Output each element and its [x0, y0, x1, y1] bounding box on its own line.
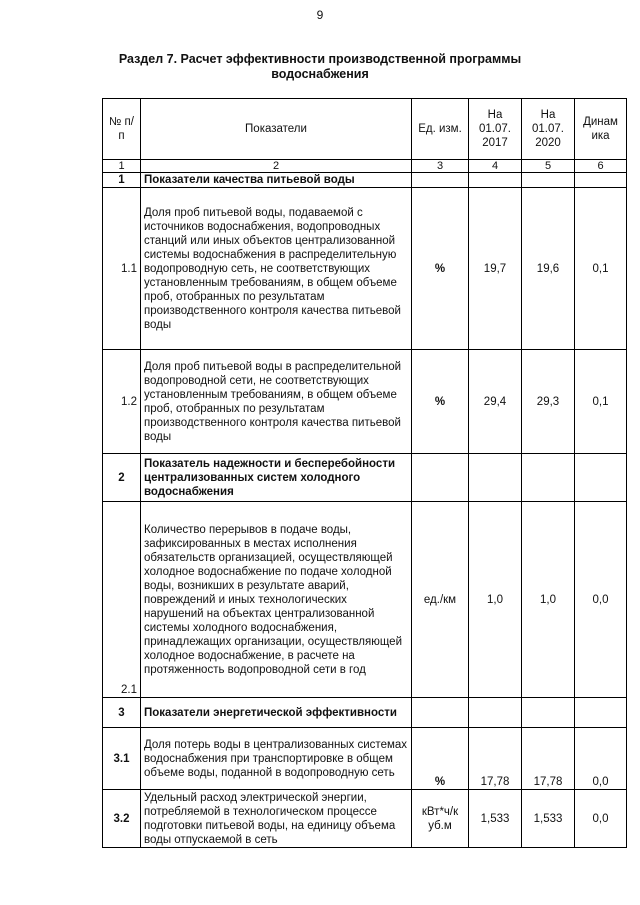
col-number: 2	[141, 160, 412, 173]
section-num: 1	[103, 173, 141, 188]
section-title: Показатель надежности и бесперебойности централизованных систем холодного водоснабжения	[141, 454, 412, 502]
row-2017: 19,7	[469, 188, 522, 350]
row-2020: 1,533	[522, 790, 575, 848]
col-number: 4	[469, 160, 522, 173]
column-numbers-row	[103, 160, 627, 173]
header-num: № п/п	[103, 99, 141, 160]
col-number: 5	[522, 160, 575, 173]
row-2020: 1,0	[522, 502, 575, 698]
row-indicator: Удельный расход электрической энергии, потребляемой в технологическом процессе подготовки питьевой воды, на единицу объема воды отпускаемой в сеть	[141, 790, 412, 848]
section-title	[100, 52, 540, 82]
title-line-2: водоснабжения	[271, 67, 369, 81]
row-dynamics: 0,0	[575, 502, 627, 698]
header-2020: На 01.07. 2020	[522, 99, 575, 160]
section-row	[103, 173, 627, 188]
row-indicator: Доля потерь воды в централизованных системах водоснабжения при транспортировке в общем объеме воды, поданной в водопроводную сеть	[141, 728, 412, 790]
row-2017: 17,78	[469, 728, 522, 790]
row-2020: 19,6	[522, 188, 575, 350]
section-num: 3	[103, 698, 141, 728]
row-unit: ед./км	[412, 502, 469, 698]
title-line-1: Раздел 7. Расчет эффективности производственной программы	[118, 52, 522, 66]
row-num: 3.2	[103, 790, 141, 848]
efficiency-table	[102, 98, 627, 848]
header-2017: На 01.07. 2017	[469, 99, 522, 160]
row-num: 3.1	[103, 728, 141, 790]
table-header-row	[103, 99, 627, 160]
row-unit: %	[412, 350, 469, 454]
section-num: 2	[103, 454, 141, 502]
row-dynamics: 0,1	[575, 188, 627, 350]
row-2020: 17,78	[522, 728, 575, 790]
row-indicator: Доля проб питьевой воды в распределительной водопроводной сети, не соответствующих установленным требованиям, в общем объеме проб, отобранных по результатам производственного контроля качества питьевой воды	[141, 350, 412, 454]
col-number: 6	[575, 160, 627, 173]
row-indicator: Количество перерывов в подаче воды, зафиксированных в местах исполнения обязательств организацией, осуществляющей холодное водоснабжение по подаче холодной воды, возникших в результате аварий, повреждений и иных технологических нарушений на объектах централизованной системы холодного водоснабжения, принадлежащих организации, осуществляющей холодное водоснабжение, в расчете на протяженность водопроводной сети в год	[141, 502, 412, 698]
row-unit: %	[412, 728, 469, 790]
table-row	[103, 728, 627, 790]
row-dynamics: 0,0	[575, 790, 627, 848]
row-unit: %	[412, 188, 469, 350]
row-dynamics: 0,1	[575, 350, 627, 454]
col-number: 1	[103, 160, 141, 173]
row-2017: 1,533	[469, 790, 522, 848]
header-indicators: Показатели	[141, 99, 412, 160]
row-unit: кВт*ч/к уб.м	[412, 790, 469, 848]
table-row	[103, 350, 627, 454]
row-2017: 29,4	[469, 350, 522, 454]
section-row	[103, 698, 627, 728]
col-number: 3	[412, 160, 469, 173]
header-unit: Ед. изм.	[412, 99, 469, 160]
row-2017: 1,0	[469, 502, 522, 698]
row-indicator: Доля проб питьевой воды, подаваемой с источников водоснабжения, водопроводных станций или иных объектов централизованной системы водоснабжения в распределительную водопроводную сеть, не соответствующих установленным требованиям, в общем объеме проб, отобранных по результатам производственного контроля качества питьевой воды	[141, 188, 412, 350]
table-row	[103, 502, 627, 698]
row-num: 1.2	[103, 350, 141, 454]
page-number: 9	[316, 8, 324, 22]
section-title: Показатели качества питьевой воды	[141, 173, 412, 188]
row-num: 2.1	[103, 502, 141, 698]
row-2020: 29,3	[522, 350, 575, 454]
table-row	[103, 188, 627, 350]
row-num: 1.1	[103, 188, 141, 350]
table-row	[103, 790, 627, 848]
row-dynamics: 0,0	[575, 728, 627, 790]
header-dynamics: Динам ика	[575, 99, 627, 160]
section-row	[103, 454, 627, 502]
section-title: Показатели энергетической эффективности	[141, 698, 412, 728]
